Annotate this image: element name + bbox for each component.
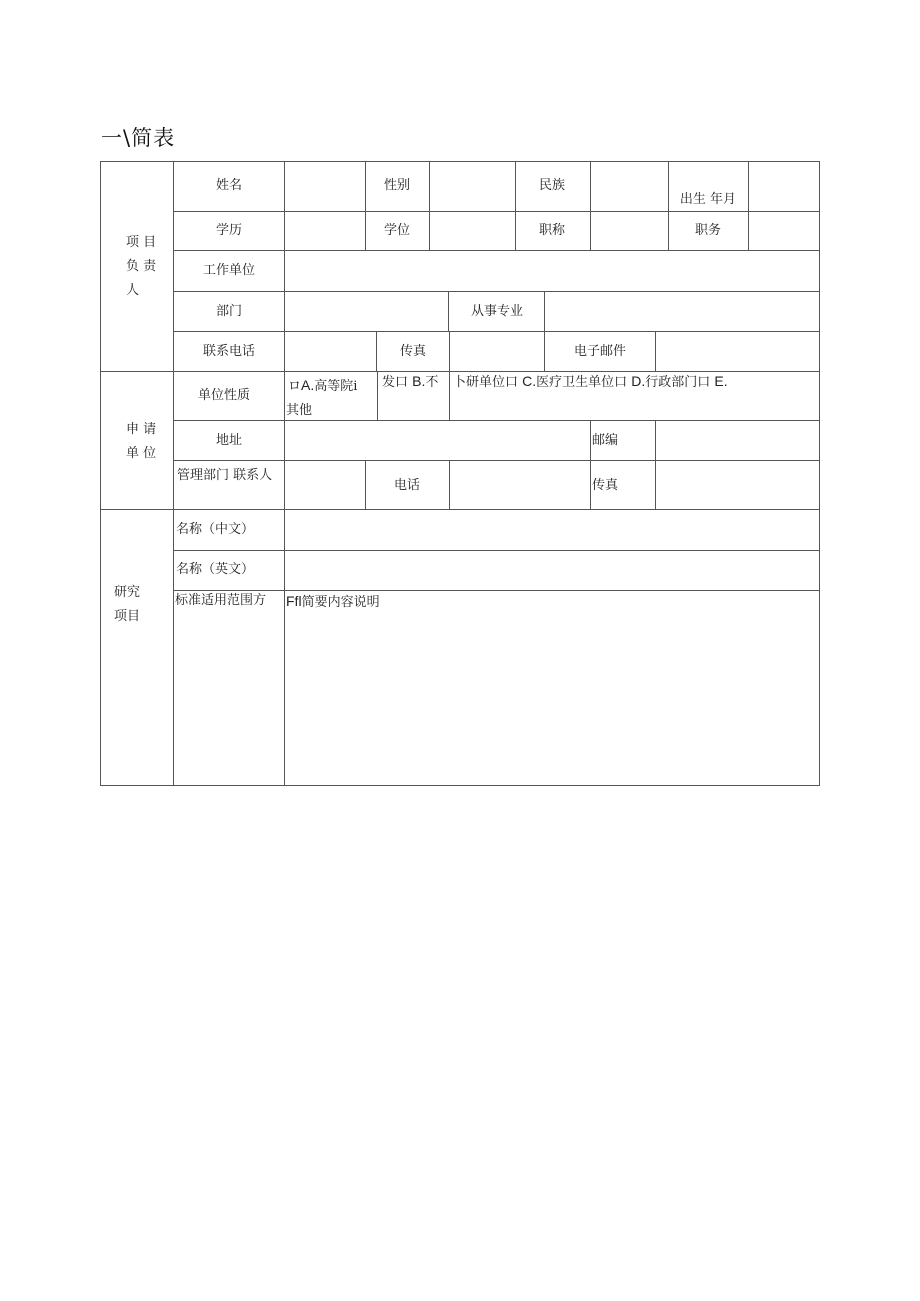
section-label-project-leader: 项 目 负 责 人 xyxy=(126,235,157,298)
postcode-label: 邮编 xyxy=(592,433,619,448)
project-name-cn-label: 名称（中文） xyxy=(176,522,255,537)
education-label: 学历 xyxy=(215,223,243,238)
column-divider xyxy=(377,371,378,420)
column-divider xyxy=(284,161,285,786)
column-divider xyxy=(448,291,449,331)
table-border-bottom xyxy=(100,785,820,786)
page-title: 一\简表 xyxy=(101,126,176,150)
birth-date-label: 出生 年月 xyxy=(679,192,737,207)
column-divider xyxy=(668,161,669,250)
gender-label: 性别 xyxy=(383,178,411,193)
column-divider xyxy=(544,331,545,371)
unit-nature-label: 单位性质 xyxy=(197,388,251,403)
summary-label: Ffl简要内容说明 xyxy=(286,593,380,610)
column-divider xyxy=(590,460,591,509)
column-divider xyxy=(655,420,656,460)
position-label: 职务 xyxy=(694,223,722,238)
degree-label: 学位 xyxy=(383,223,411,238)
column-divider xyxy=(655,460,656,509)
row-divider xyxy=(173,250,820,251)
mgmt-contact-label: 管理部门 联系人 xyxy=(177,468,273,483)
department-label: 部门 xyxy=(215,304,243,319)
column-divider xyxy=(590,161,591,250)
column-divider xyxy=(449,331,450,371)
scope-label: 标准适用范围方 xyxy=(175,593,267,608)
column-divider xyxy=(449,460,450,509)
column-divider xyxy=(173,161,174,786)
section-label-applicant-unit: 申 请 单 位 xyxy=(126,422,157,461)
email-label: 电子邮件 xyxy=(573,344,627,359)
unit-nature-options-c-e: 卜研单位口 C.医疗卫生单位口 D.行政部门口 E. xyxy=(453,373,728,390)
specialty-label: 从事专业 xyxy=(470,304,524,319)
table-border-left xyxy=(100,161,101,786)
column-divider xyxy=(376,331,377,371)
section-divider xyxy=(100,371,820,372)
column-divider xyxy=(655,331,656,371)
row-divider xyxy=(173,460,820,461)
name-label: 姓名 xyxy=(215,178,243,193)
unit-phone-label: 电话 xyxy=(393,478,421,493)
address-label: 地址 xyxy=(215,433,243,448)
row-divider xyxy=(173,590,820,591)
professional-title-label: 职称 xyxy=(538,223,566,238)
phone-label: 联系电话 xyxy=(202,344,256,359)
column-divider xyxy=(449,371,450,420)
column-divider xyxy=(365,161,366,250)
row-divider xyxy=(173,331,820,332)
unit-fax-label: 传真 xyxy=(592,478,619,493)
row-divider xyxy=(173,420,820,421)
column-divider xyxy=(748,161,749,250)
column-divider xyxy=(544,291,545,331)
column-divider xyxy=(365,460,366,509)
table-border-top xyxy=(100,161,820,162)
row-divider xyxy=(173,550,820,551)
fax-label: 传真 xyxy=(399,344,427,359)
ethnicity-label: 民族 xyxy=(538,178,566,193)
project-name-en-label: 名称（英文） xyxy=(176,562,255,577)
table-border-right xyxy=(819,161,820,786)
column-divider xyxy=(429,161,430,250)
unit-nature-option-b: 发口 B.不 xyxy=(382,373,439,390)
unit-nature-option-a: ロA.高等院i xyxy=(288,377,358,394)
application-form xyxy=(100,161,820,786)
column-divider xyxy=(515,161,516,250)
row-divider xyxy=(173,211,820,212)
column-divider xyxy=(590,420,591,460)
row-divider xyxy=(173,291,820,292)
work-unit-label: 工作单位 xyxy=(202,263,256,278)
unit-nature-option-other: 其他 xyxy=(286,403,313,418)
section-divider xyxy=(100,509,820,510)
section-label-research-project: 研究 项目 xyxy=(114,585,141,624)
